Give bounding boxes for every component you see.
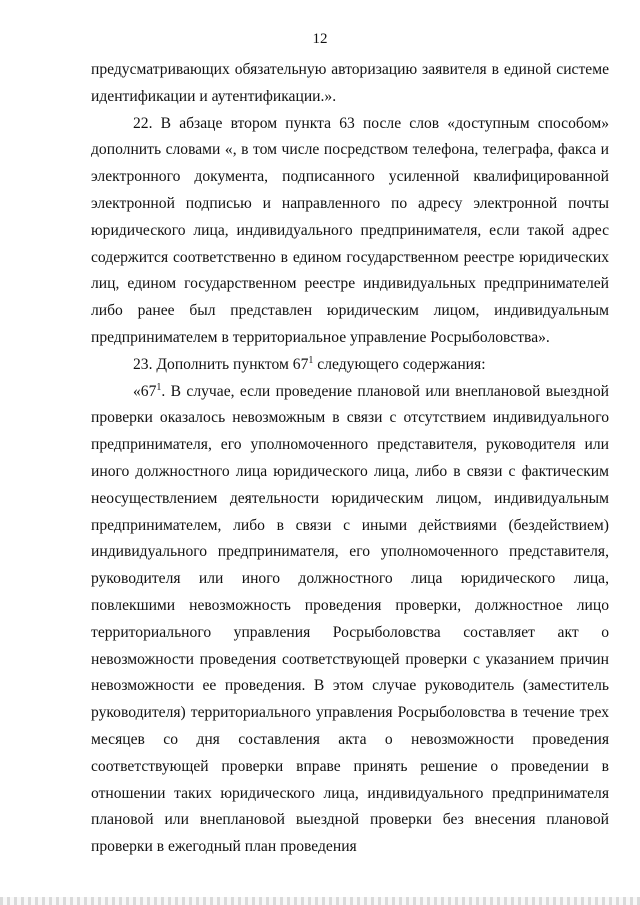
scan-bottom-edge: [0, 897, 640, 905]
document-body: [91, 57, 609, 861]
paragraph-continuation: предусматривающих обязательную авторизацию заявителя в единой системе идентификации и аутентификации.».: [91, 61, 609, 105]
item-23-text: 23. Дополнить пунктом 67: [133, 355, 309, 373]
page-number: 12: [312, 31, 328, 47]
item-67-1-prefix: «67: [133, 382, 157, 400]
paragraph-item-23: [91, 352, 609, 379]
item-67-1-text: . В случае, если проведение плановой или внеплановой выездной проверки оказалось невозможным в связи с отсутствием индивидуального предпринимателя, его уполномоченного представителя, руководителя или иного должностного лица юридического лица, либо в связи с фактическим неосуществлением деятельности юридическим лицом, индивидуальным предпринимателем, либо в связи с иными действиями (бездействием) индивидуального предпринимателя, его уполномоченного представителя, руководителя или иного должностного лица юридического лица, повлекшими невозможность проведения проверки, должностное лицо территориального управления Росрыболовства составляет акт о невозможности проведения соответствующей проверки с указанием причин невозможности ее проведения. В этом случае руководитель (заместитель руководителя) территориального управления Росрыболовства в течение трех месяцев со дня составления акта о невозможности проведения соответствующей проверки вправе принять решение о проведении в отношении таких юридического лица, индивидуального предпринимателя плановой или внеплановой выездной проверки без внесения плановой проверки в ежегодный план проведения: [91, 382, 609, 856]
item-23-text-end: следующего содержания:: [313, 355, 486, 373]
item-23-superscript: 1: [308, 354, 314, 366]
paragraph-item-67-1: [91, 379, 609, 861]
paragraph-item-22: 22. В абзаце втором пункта 63 после слов «доступным способом» дополнить словами «, в том числе посредством телефона, телеграфа, факса и электронного документа, подписанного усиленной квалифицированной электронной подписью и направленного по адресу электронной почты юридического лица, индивидуального предпринимателя, если такой адрес содержится соответственно в едином государственном реестре юридических лиц, едином государственном реестре индивидуальных предпринимателей либо ранее был представлен юридическим лицом, индивидуальным предпринимателем в территориальное управление Росрыболовства».: [91, 114, 609, 346]
item-67-1-superscript: 1: [156, 381, 162, 393]
